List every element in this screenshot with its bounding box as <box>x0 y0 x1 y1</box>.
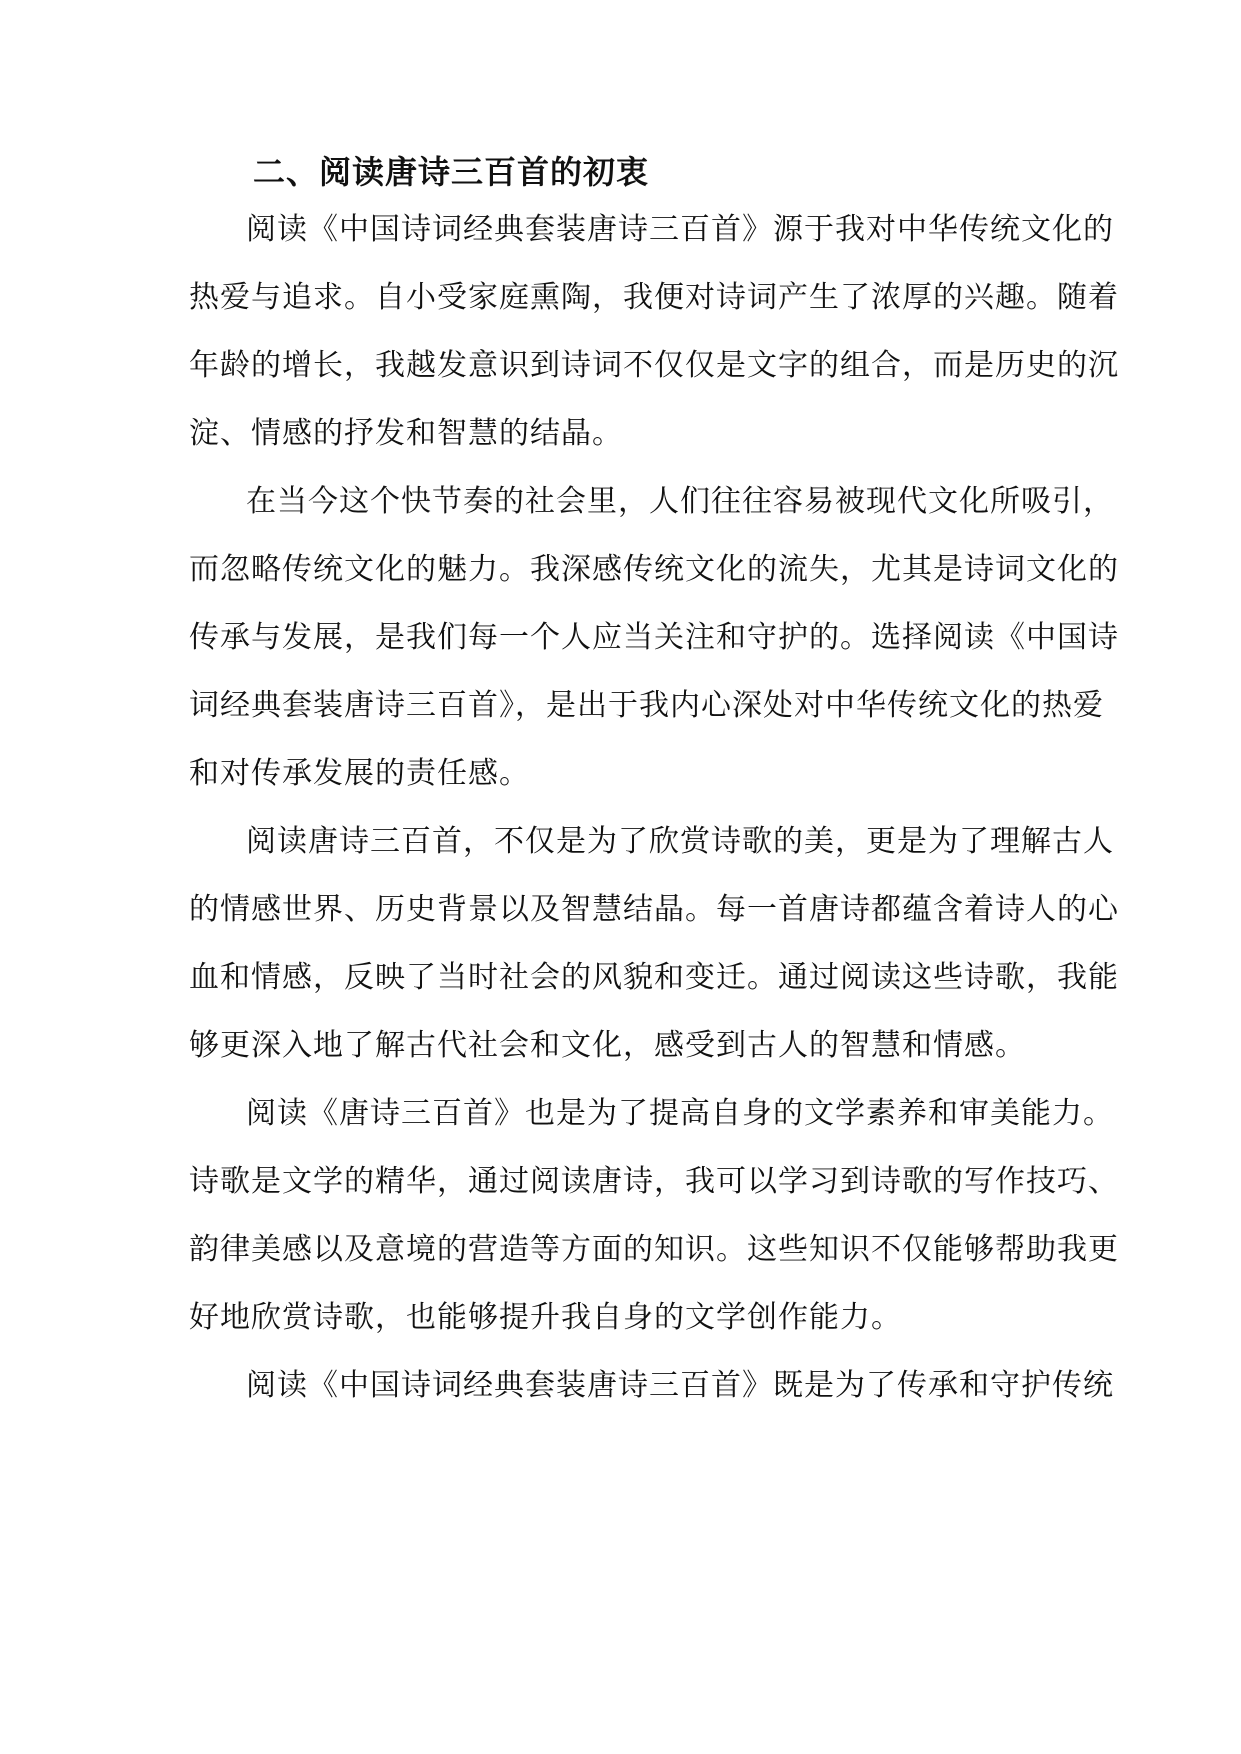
paragraph-5-line-1: 阅读《中国诗词经典套装唐诗三百首》既是为了传承和守护传统 <box>246 1368 1114 1403</box>
paragraph-4-line-1: 阅读《唐诗三百首》也是为了提高自身的文学素养和审美能力。 <box>246 1096 1114 1131</box>
paragraph-3-line-4: 够更深入地了解古代社会和文化，感受到古人的智慧和情感。 <box>189 1028 1026 1063</box>
paragraph-1-line-1: 阅读《中国诗词经典套装唐诗三百首》源于我对中华传统文化的 <box>246 212 1114 247</box>
paragraph-4-line-3: 韵律美感以及意境的营造等方面的知识。这些知识不仅能够帮助我更 <box>189 1232 1119 1267</box>
paragraph-2-line-3: 传承与发展，是我们每一个人应当关注和守护的。选择阅读《中国诗 <box>189 620 1119 655</box>
paragraph-2-line-1: 在当今这个快节奏的社会里，人们往往容易被现代文化所吸引， <box>246 484 1114 519</box>
paragraph-3-line-1: 阅读唐诗三百首，不仅是为了欣赏诗歌的美，更是为了理解古人 <box>246 824 1114 859</box>
paragraph-1-line-2: 热爱与追求。自小受家庭熏陶，我便对诗词产生了浓厚的兴趣。随着 <box>189 280 1119 315</box>
paragraph-4-line-4: 好地欣赏诗歌，也能够提升我自身的文学创作能力。 <box>189 1300 902 1335</box>
paragraph-2-line-4: 词经典套装唐诗三百首》，是出于我内心深处对中华传统文化的热爱 <box>189 688 1104 723</box>
paragraph-3-line-2: 的情感世界、历史背景以及智慧结晶。每一首唐诗都蕴含着诗人的心 <box>189 892 1119 927</box>
paragraph-2-line-2: 而忽略传统文化的魅力。我深感传统文化的流失，尤其是诗词文化的 <box>189 552 1119 587</box>
paragraph-1-line-4: 淀、情感的抒发和智慧的结晶。 <box>189 416 623 451</box>
paragraph-4-line-2: 诗歌是文学的精华，通过阅读唐诗，我可以学习到诗歌的写作技巧、 <box>189 1164 1119 1199</box>
paragraph-3-line-3: 血和情感，反映了当时社会的风貌和变迁。通过阅读这些诗歌，我能 <box>189 960 1119 995</box>
paragraph-2-line-5: 和对传承发展的责任感。 <box>189 756 530 791</box>
section-heading: 二、阅读唐诗三百首的初衷 <box>253 153 650 191</box>
paragraph-1-line-3: 年龄的增长，我越发意识到诗词不仅仅是文字的组合，而是历史的沉 <box>189 348 1119 383</box>
